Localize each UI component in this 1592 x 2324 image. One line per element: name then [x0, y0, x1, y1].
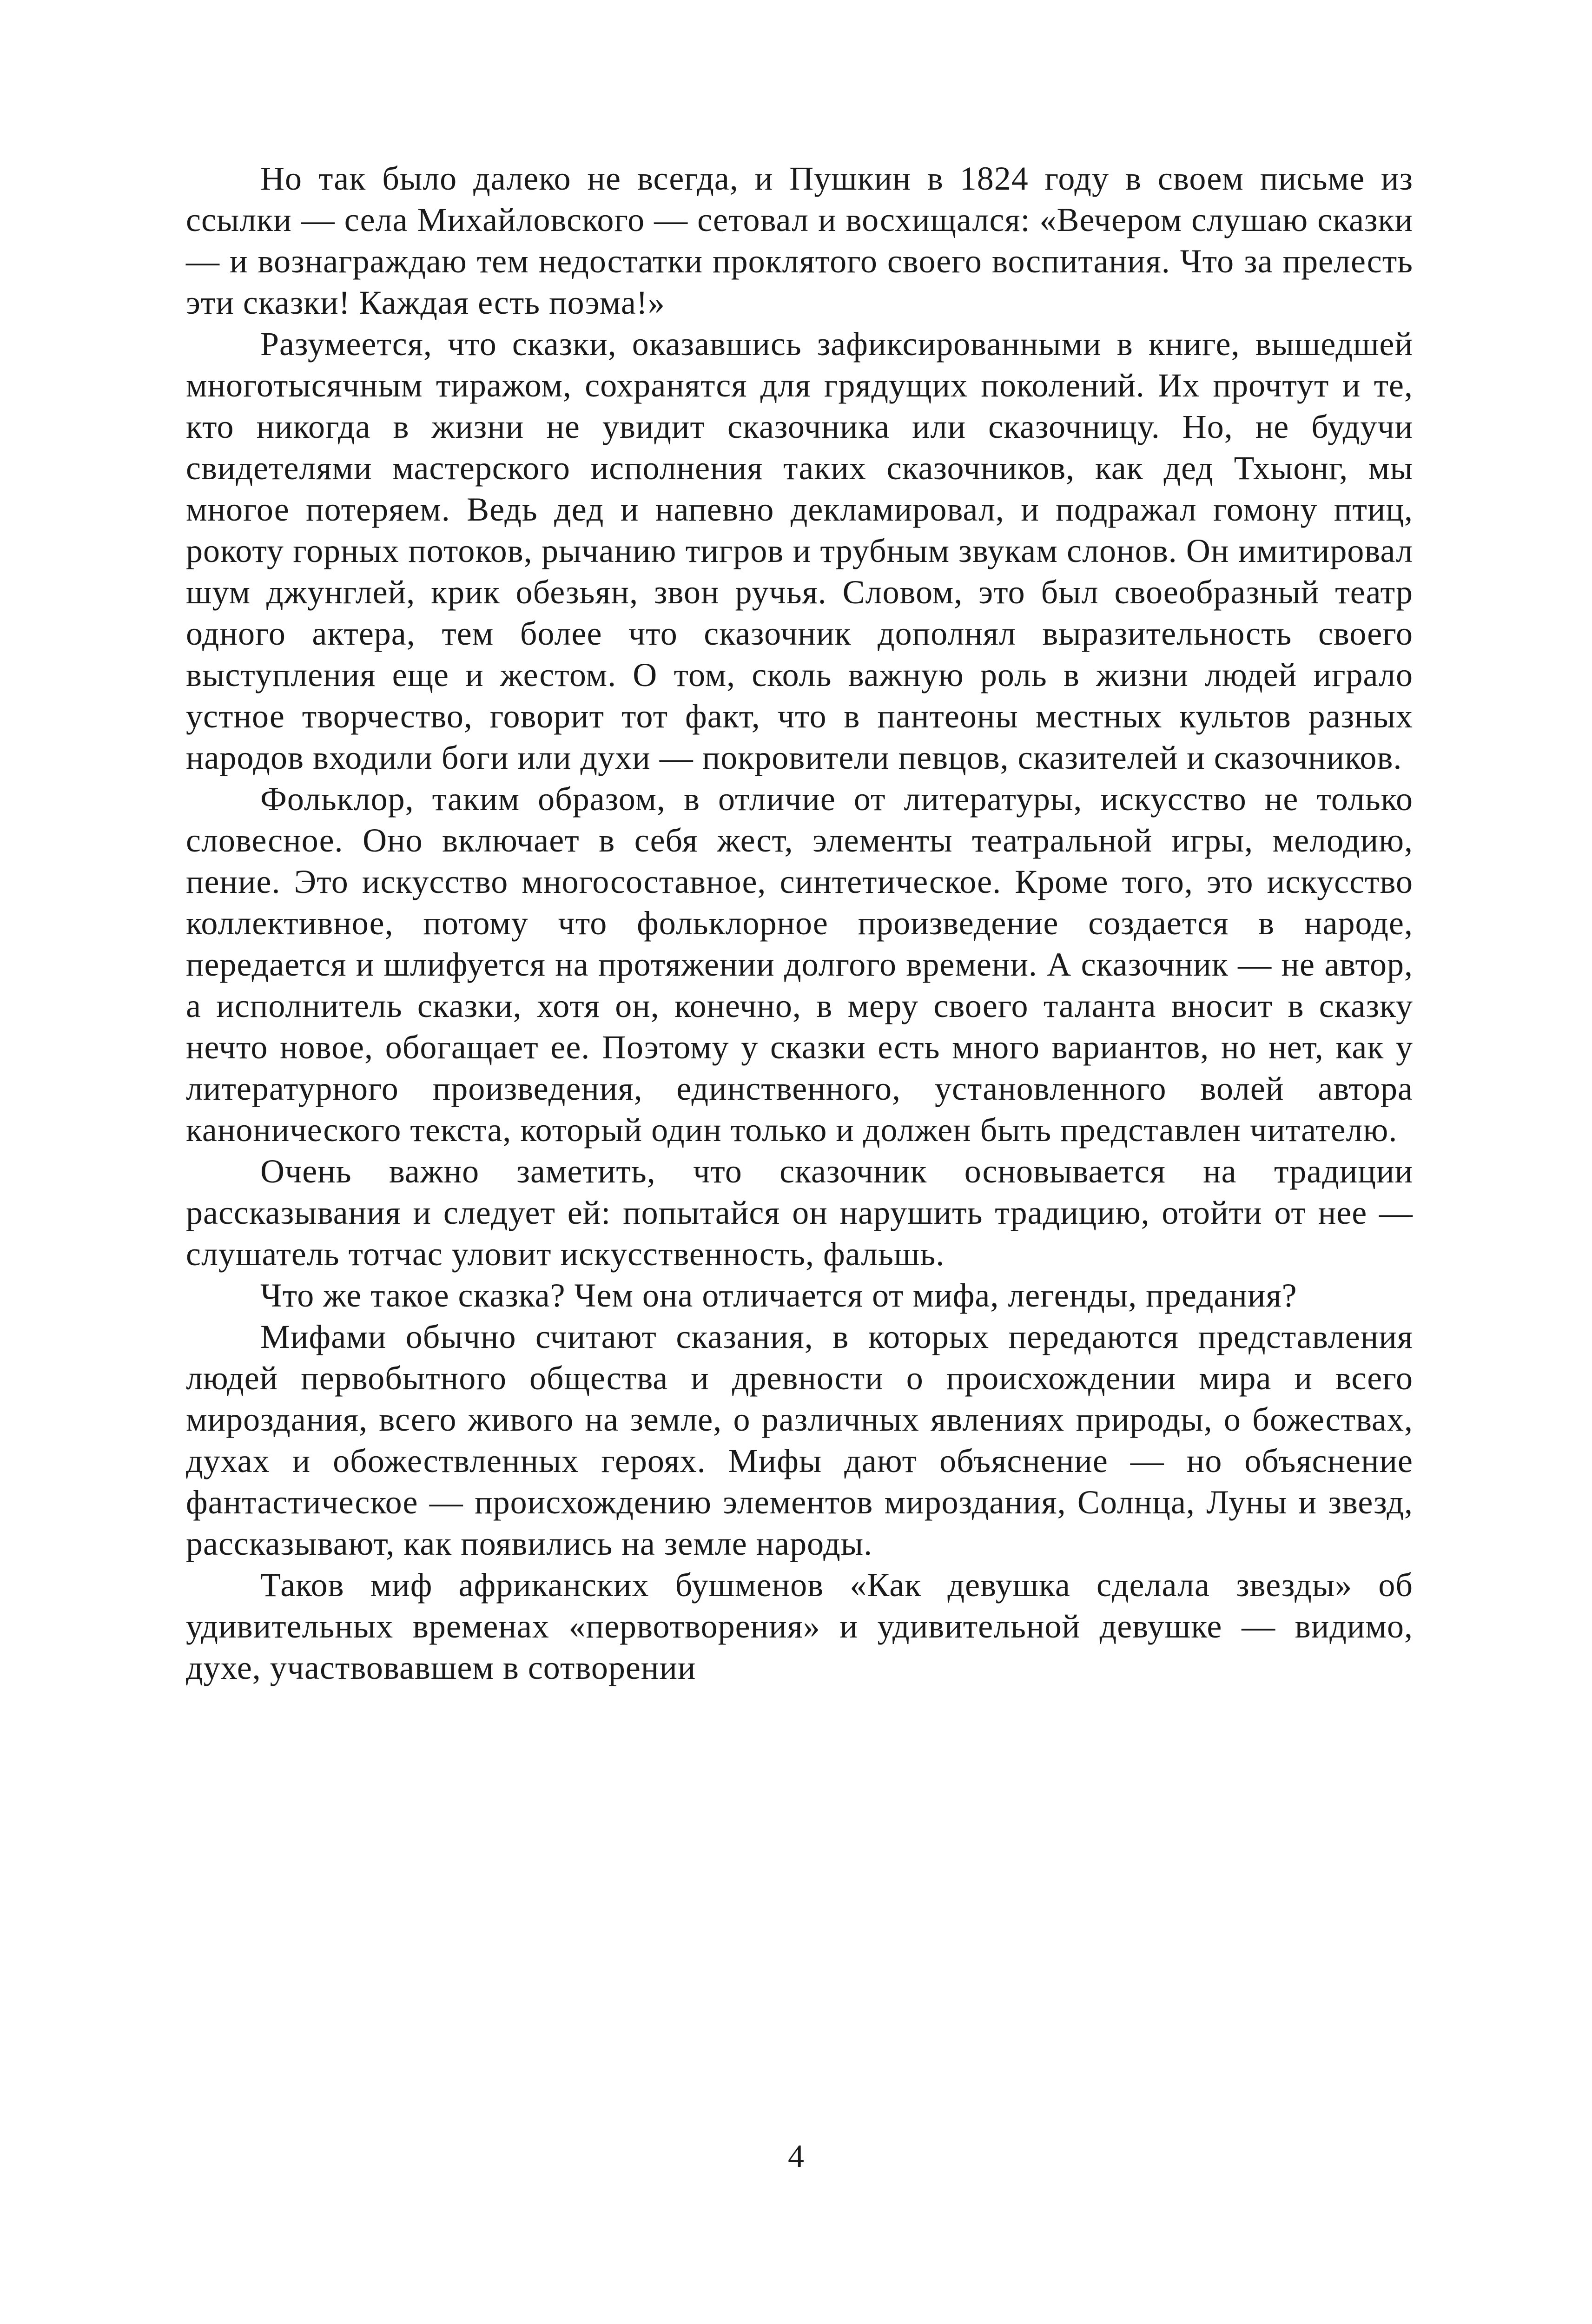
paragraph-7: Таков миф африканских бушменов «Как девушка сделала звезды» об удивительных временах «первотворения» и удивительной девушке — видимо, духе, участвовавшем в сотворении	[186, 1566, 1413, 1686]
paragraph-2: Разумеется, что сказки, оказавшись зафиксированными в книге, вышедшей многотысячным тиражом, сохранятся для грядущих поколений. Их прочтут и те, кто никогда в жизни не увидит сказочника или сказочницу. Но, не будучи свидетелями мастерского исполнения таких сказочников, как дед Тхыонг, мы многое потеряем. Ведь дед и напевно декламировал, и подражал гомону птиц, рокоту горных потоков, рычанию тигров и трубным звукам слонов. Он имитировал шум джунглей, крик обезьян, звон ручья. Словом, это был своеобразный театр одного актера, тем более что сказочник дополнял выразительность своего выступления еще и жестом. О том, сколь важную роль в жизни людей играло устное творчество, говорит тот факт, что в пантеоны местных культов разных народов входили боги или духи — покровители певцов, сказителей и сказочников.	[186, 325, 1413, 776]
paragraph-4: Очень важно заметить, что сказочник основывается на традиции рассказывания и следует ей: попытайся он нарушить традицию, отойти от нее — слушатель тотчас уловит искусственность, фальшь.	[186, 1153, 1413, 1273]
paragraph-6: Мифами обычно считают сказания, в которых передаются представления людей первобытного общества и древности о происхождении мира и всего мироздания, всего живого на земле, о различных явлениях природы, о божествах, духах и обожествленных героях. Мифы дают объяснение — но объяснение фантастическое — происхождению элементов мироздания, Солнца, Луны и звезд, рассказывают, как появились на земле народы.	[186, 1318, 1413, 1562]
paragraph-1: Но так было далеко не всегда, и Пушкин в 1824 году в своем письме из ссылки — села Михайловского — сетовал и восхищался: «Вечером слушаю сказки — и вознаграждаю тем недостатки проклятого своего воспитания. Что за прелесть эти сказки! Каждая есть поэма!»	[186, 160, 1413, 321]
paragraph-3: Фольклор, таким образом, в отличие от литературы, искусство не только словесное. Оно включает в себя жест, элементы театральной игры, мелодию, пение. Это искусство многосоставное, синтетическое. Кроме того, это искусство коллективное, потому что фольклорное произведение создается в народе, передается и шлифуется на протяжении долгого времени. А сказочник — не автор, а исполнитель сказки, хотя он, конечно, в меру своего таланта вносит в сказку нечто новое, обогащает ее. Поэтому у сказки есть много вариантов, но нет, как у литературного произведения, единственного, установленного волей автора канонического текста, который один только и должен быть представлен читателю.	[186, 780, 1413, 1149]
paragraph-5: Что же такое сказка? Чем она отличается от мифа, легенды, предания?	[260, 1277, 1297, 1314]
body-text	[186, 158, 1413, 1689]
page-number: 4	[788, 2139, 804, 2174]
